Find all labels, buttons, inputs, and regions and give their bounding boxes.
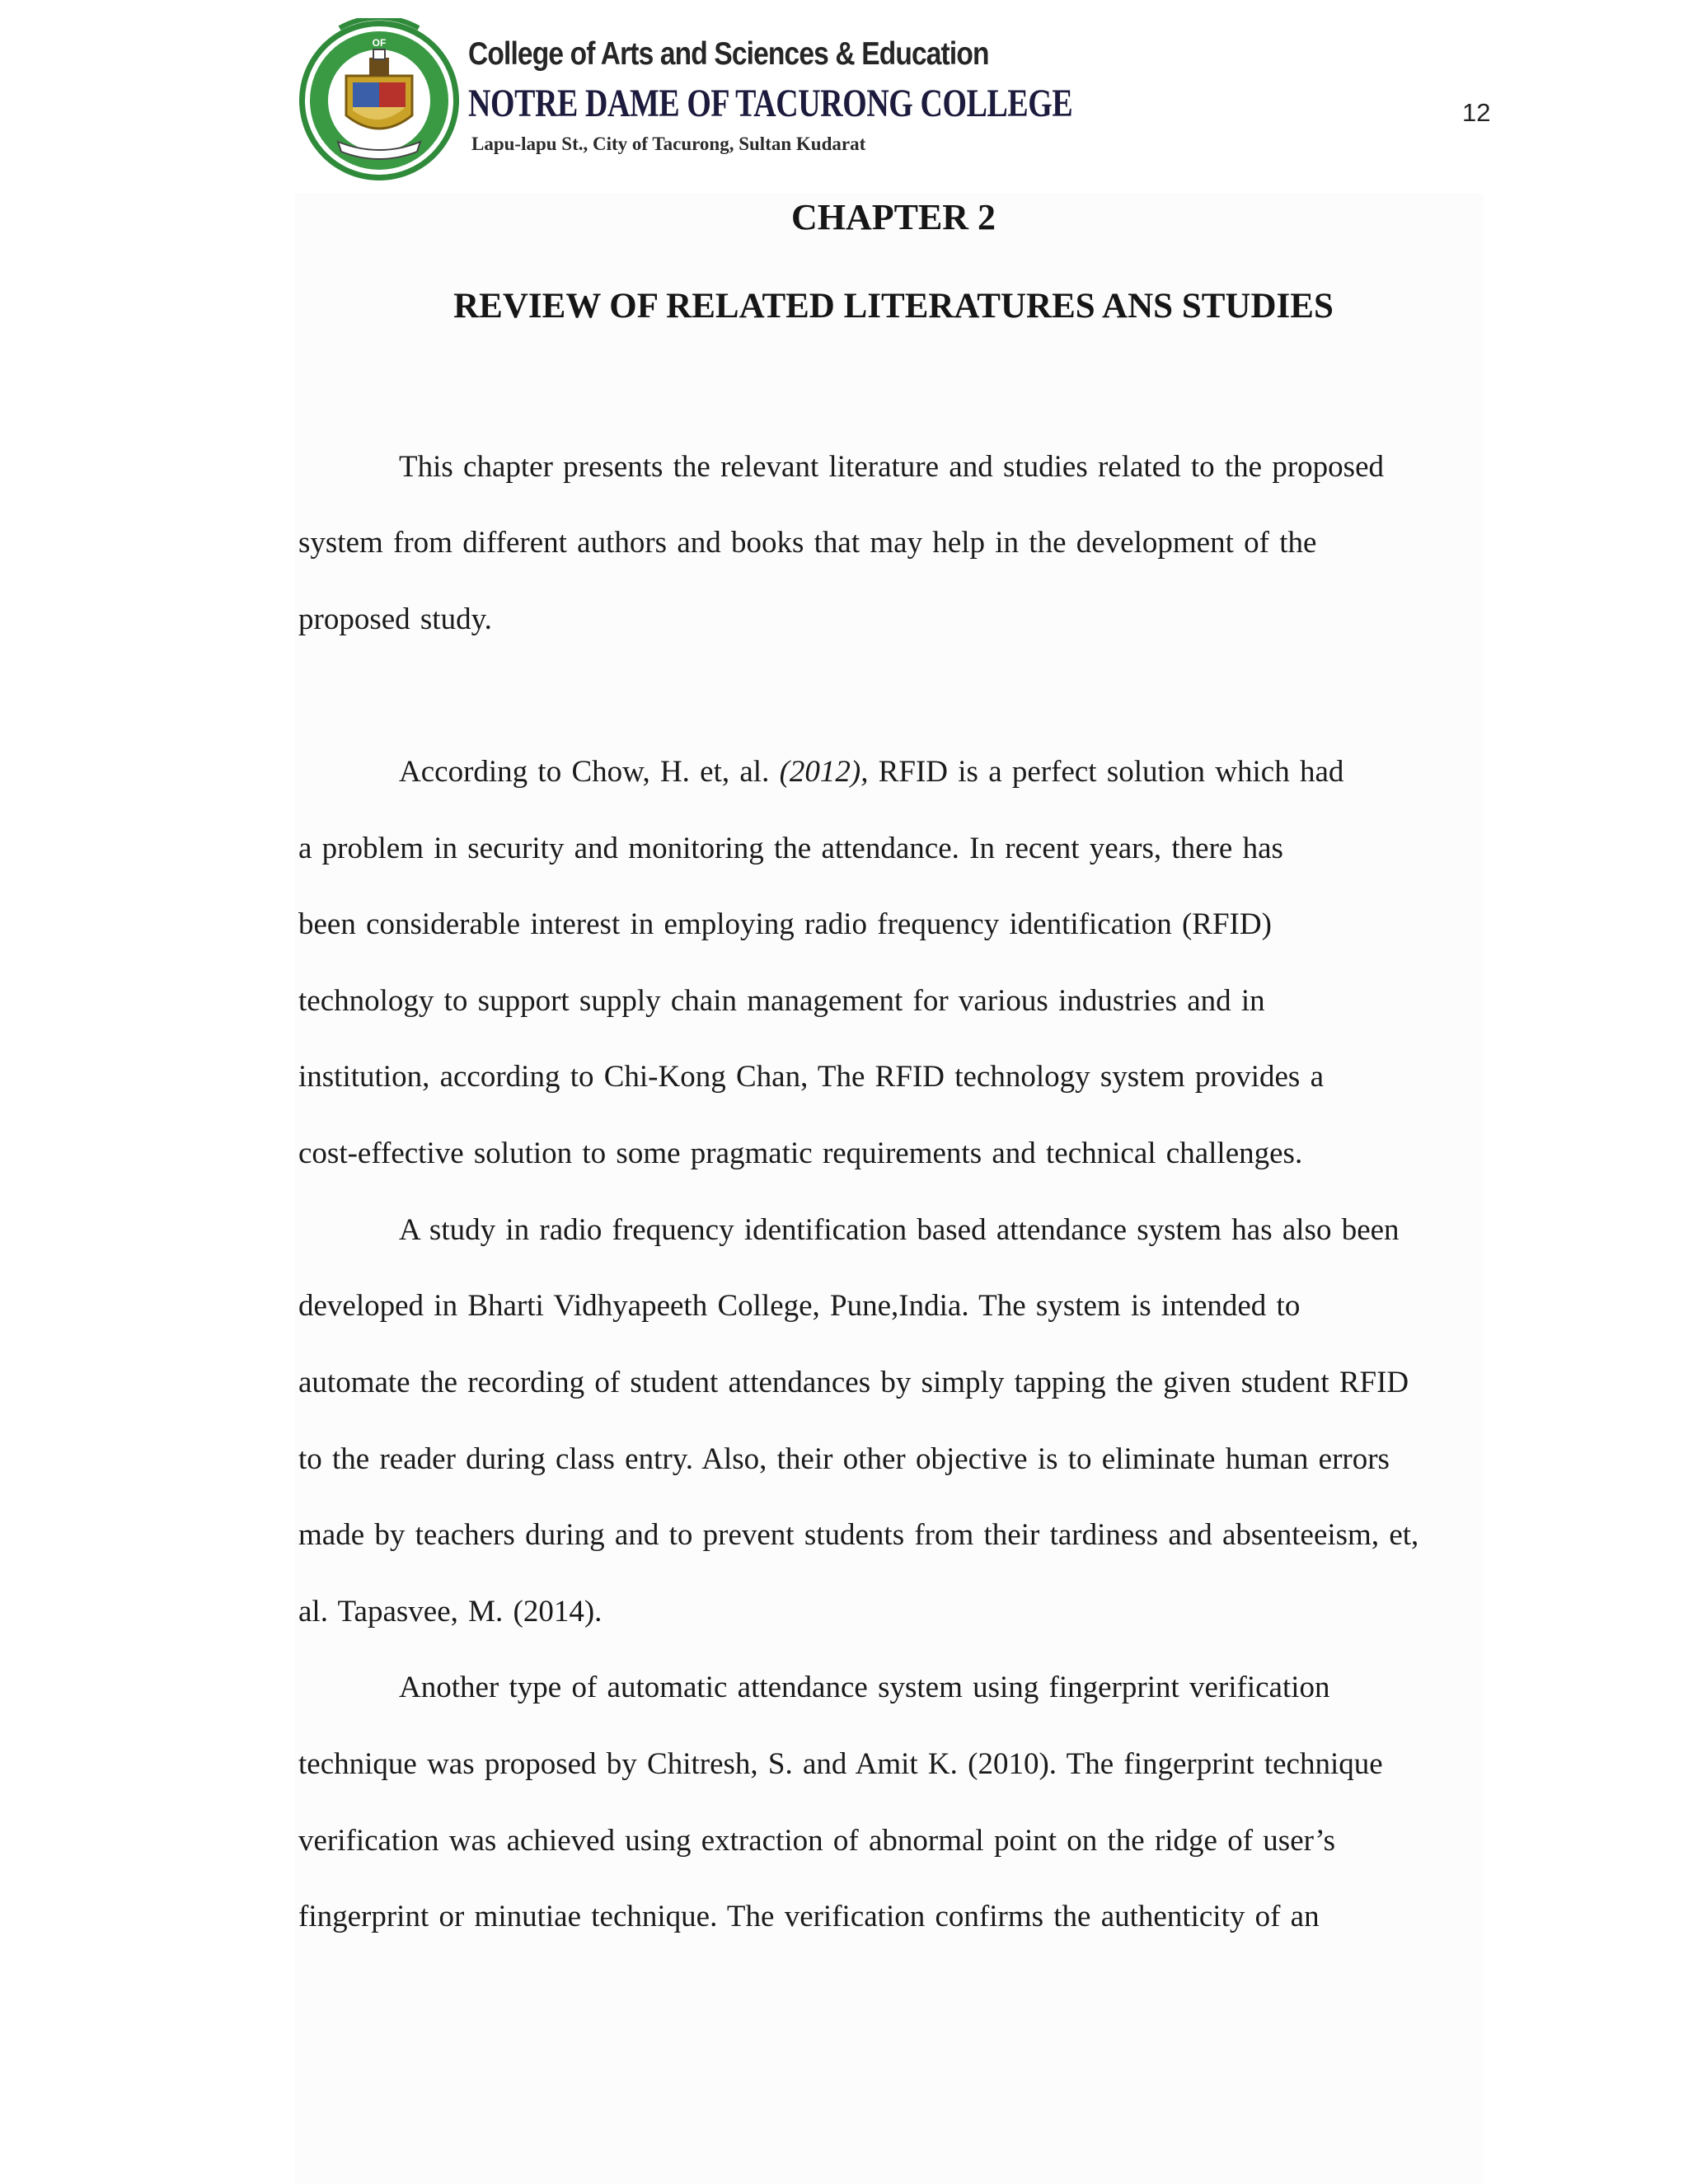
paragraph-line: made by teachers during and to prevent students from their tardiness and absenteeism, et, <box>298 1518 1419 1552</box>
paragraph-line: fingerprint or minutiae technique. The verification confirms the authenticity of an <box>298 1900 1320 1933</box>
chapter-title: CHAPTER 2 <box>790 197 996 237</box>
paragraph-line: a problem in security and monitoring the attendance. In recent years, there has <box>298 832 1283 865</box>
svg-text:OF: OF <box>372 37 387 49</box>
paragraph-line: Another type of automatic attendance system using fingerprint verification <box>399 1671 1330 1704</box>
paragraph-line: A study in radio frequency identification based attendance system has also been <box>399 1213 1400 1247</box>
paragraph-line: technique was proposed by Chitresh, S. and Amit K. (2010). The fingerprint technique <box>298 1747 1383 1781</box>
citation-text: According to Chow, H. et, al. <box>399 755 780 789</box>
paragraph-line: been considerable interest in employing radio frequency identification (RFID) <box>298 907 1272 941</box>
citation-rest: RFID is a perfect solution which had <box>868 755 1344 789</box>
paragraph-line: system from different authors and books that may help in the development of the <box>298 526 1317 560</box>
paragraph-line <box>399 754 1343 790</box>
paragraph-line: cost-effective solution to some pragmatic requirements and technical challenges. <box>298 1137 1303 1170</box>
school-name: NOTRE DAME OF TACURONG COLLEGE <box>468 82 1073 125</box>
paragraph-line: verification was achieved using extraction of abnormal point on the ridge of user’s <box>298 1824 1335 1858</box>
college-name: College of Arts and Sciences & Education <box>468 36 989 72</box>
paragraph-line: automate the recording of student attendances by simply tapping the given student RFID <box>298 1366 1409 1399</box>
paragraph-line: institution, according to Chi-Kong Chan, The RFID technology system provides a <box>298 1060 1325 1094</box>
paragraph-line: proposed study. <box>298 602 492 636</box>
letterhead <box>297 18 1073 191</box>
paragraph-line: to the reader during class entry. Also, their other objective is to eliminate human errors <box>298 1442 1390 1476</box>
page-number: 12 <box>1462 98 1491 127</box>
paragraph-line: technology to support supply chain management for various industries and in <box>298 984 1265 1018</box>
paragraph-line: al. Tapasvee, M. (2014). <box>298 1595 603 1629</box>
section-title: REVIEW OF RELATED LITERATURES ANS STUDIES <box>453 287 1334 326</box>
paragraph-line: developed in Bharti Vidhyapeeth College, Pune,India. The system is intended to <box>298 1289 1301 1323</box>
citation-year: (2012), <box>779 755 869 789</box>
paragraph-line: This chapter presents the relevant literature and studies related to the proposed <box>399 450 1384 484</box>
college-seal-icon <box>297 18 462 183</box>
page-background <box>295 194 1484 2184</box>
school-address: Lapu-lapu St., City of Tacurong, Sultan Kudarat <box>471 134 866 154</box>
